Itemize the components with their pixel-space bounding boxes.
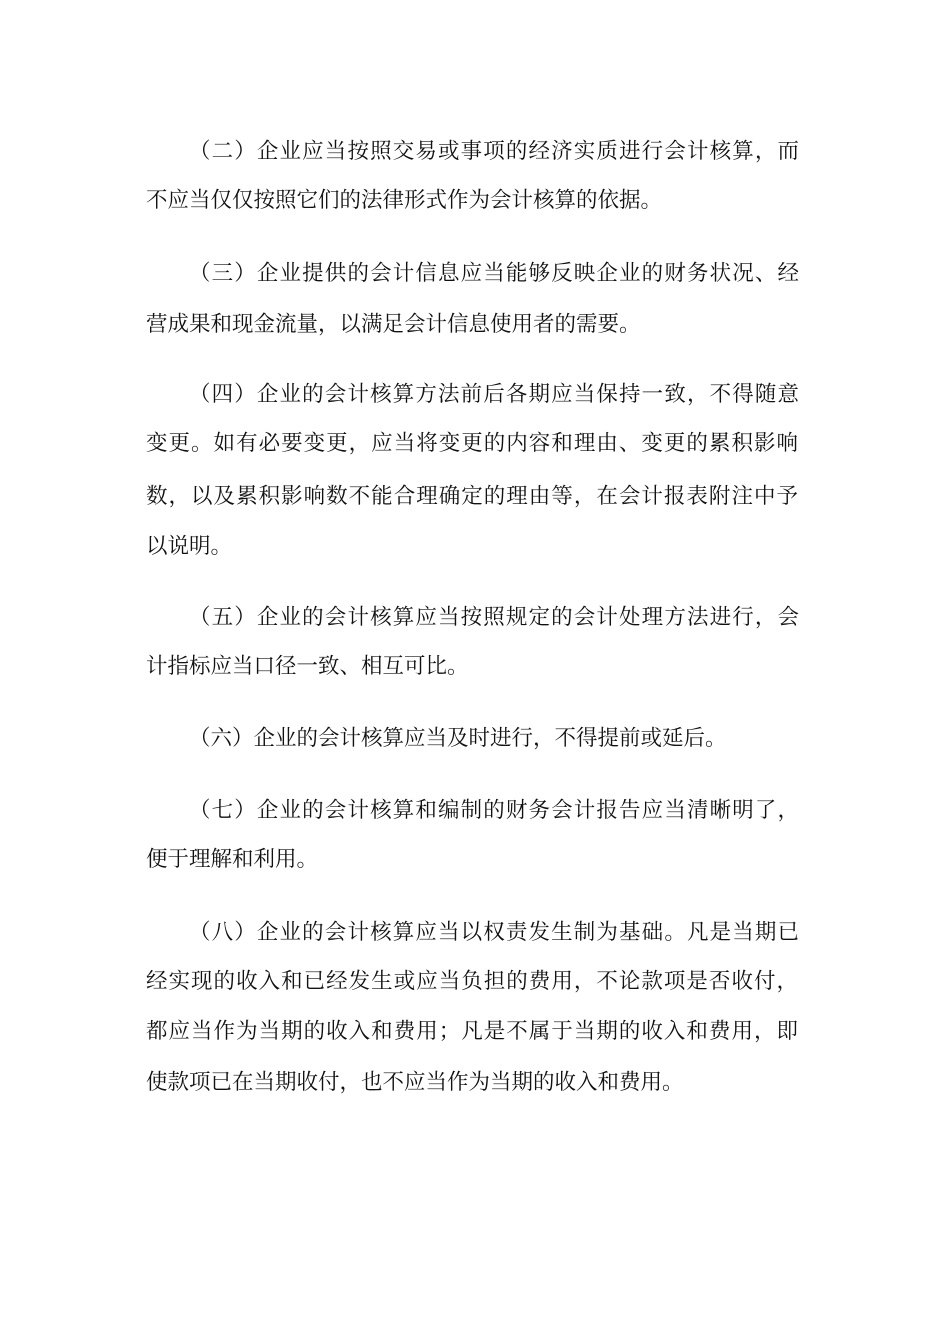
paragraph-line: 不应当仅仅按照它们的法律形式作为会计核算的依据。 xyxy=(146,188,663,213)
paragraph-line: 以说明。 xyxy=(146,534,233,559)
paragraph-line: 计指标应当口径一致、相互可比。 xyxy=(146,654,469,679)
paragraph-line: （四）企业的会计核算方法前后各期应当保持一致，不得随意 xyxy=(189,382,799,407)
paragraph-line: 营成果和现金流量，以满足会计信息使用者的需要。 xyxy=(146,312,641,337)
paragraph-line: （七）企业的会计核算和编制的财务会计报告应当清晰明了， xyxy=(189,798,799,823)
paragraph-line: 变更。如有必要变更，应当将变更的内容和理由、变更的累积影响 xyxy=(146,431,798,456)
paragraph-line: （八）企业的会计核算应当以权责发生制为基础。凡是当期已 xyxy=(189,920,799,945)
paragraph-line: 数，以及累积影响数不能合理确定的理由等，在会计报表附注中予 xyxy=(146,484,798,509)
paragraph-line: （五）企业的会计核算应当按照规定的会计处理方法进行，会 xyxy=(189,605,799,630)
paragraph-line: （二）企业应当按照交易或事项的经济实质进行会计核算，而 xyxy=(189,139,799,164)
paragraph-line: 都应当作为当期的收入和费用；凡是不属于当期的收入和费用，即 xyxy=(146,1019,798,1044)
paragraph-line: （三）企业提供的会计信息应当能够反映企业的财务状况、经 xyxy=(189,261,799,286)
paragraph-line: 便于理解和利用。 xyxy=(146,847,319,872)
paragraph-line: 经实现的收入和已经发生或应当负担的费用，不论款项是否收付， xyxy=(146,969,798,994)
paragraph-line: （六）企业的会计核算应当及时进行，不得提前或延后。 xyxy=(189,726,727,751)
paragraph-line: 使款项已在当期收付，也不应当作为当期的收入和费用。 xyxy=(146,1070,684,1095)
